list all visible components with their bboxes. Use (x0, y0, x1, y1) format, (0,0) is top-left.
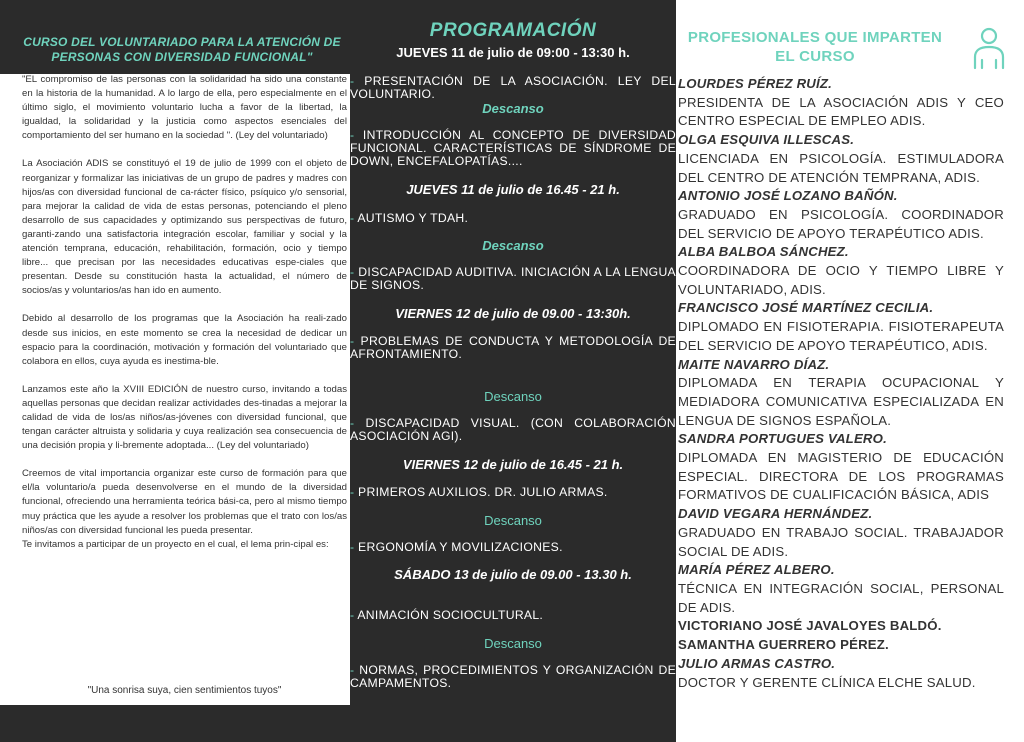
dash: - (350, 608, 355, 622)
professional-role: LICENCIADA EN PSICOLOGÍA. ESTIMULADORA DEL CENTRO DE ATENCIÓN TEMPRANA, ADIS. (678, 150, 1004, 185)
dash: - (350, 128, 355, 142)
program-item: - ANIMACIÓN SOCIOCULTURAL. (350, 608, 544, 622)
programacion-title: PROGRAMACIÓN (429, 20, 597, 41)
people-group-icon (956, 24, 1022, 72)
professional-role: GRADUADO EN PSICOLOGÍA. COORDINADOR DEL SERVICIO DE APOYO TERAPÉUTICO ADIS. (678, 206, 1004, 241)
professional-name: SAMANTHA GUERRERO PÉREZ. (678, 637, 889, 653)
session-heading: VIERNES 12 de julio de 09.00 - 13:30h. (395, 306, 631, 321)
professional-name: MARÍA PÉREZ ALBERO. (678, 562, 835, 578)
break-label: Descanso (484, 389, 542, 404)
professional-name: LOURDES PÉREZ RUÍZ. (678, 76, 833, 91)
program-item: - INTRODUCCIÓN AL CONCEPTO DE DIVERSIDAD FUNCIONAL. CARACTERÍSTICAS DE SÍNDROME DE DOWN, ENCEFALOPATÍAS.... (350, 128, 676, 168)
dash: - (350, 211, 355, 225)
professional-name: FRANCISCO JOSÉ MARTÍNEZ CECILIA. (678, 300, 934, 316)
intro-paragraph: La Asociación ADIS se constituyó el 19 de julio de 1999 con el objeto de reorganizar y formalizar las iniciativas de un grupo de padres y madres con hijos/as con diversidad funcional de ca-rácter físico, psíquico y/o sensorial, para mejorar la calidad de vida de estas personas, potenciando el pleno desarrollo de sus capacidades y optimizando sus perspectivas de futuro, garanti-zando una satisfactoria integración escolar, familiar y social y la atención temprana, educación, rehabilitación, formación, ocio y tiempo libre... que precisan por las necesidades educativas espe-ciales que presentan. Desde su constitución hasta la actualidad, el número de socios/as y voluntarios/as han ido en aumento. (22, 158, 347, 297)
profesionales-title: PROFESIONALES QUE IMPARTEN EL CURSO (687, 29, 943, 65)
course-title: CURSO DEL VOLUNTARIADO PARA LA ATENCIÓN DE PERSONAS CON DIVERSIDAD FUNCIONAL" (23, 35, 341, 64)
professional-name: SANDRA PORTUGUES VALERO. (678, 431, 887, 447)
dash: - (350, 334, 355, 348)
professional-role: GRADUADO EN TRABAJO SOCIAL. TRABAJADOR SOCIAL DE ADIS. (678, 524, 1004, 559)
program-item: - PRESENTACIÓN DE LA ASOCIACIÓN. LEY DEL VOLUNTARIO. (350, 74, 677, 101)
break-label: Descanso (484, 513, 542, 528)
break-label: Descanso (482, 101, 544, 116)
professional-role: COORDINADORA DE OCIO Y TIEMPO LIBRE Y VOLUNTARIADO, ADIS. (678, 263, 1004, 297)
intro-paragraph: "EL compromiso de las personas con la solidaridad ha sido una constante en la historia de la humanidad. A lo largo de ella, pero especialmente en el último siglo, el movimiento voluntario lucha a favor de la libertad, la igualdad, la solidaridad y la justicia como aspectos esenciales del comportamiento del ser humano en la sociedad ". (Ley del voluntariado) (22, 74, 347, 142)
professional-name: ALBA BALBOA SÁNCHEZ. (678, 244, 849, 260)
dash: - (350, 416, 355, 430)
session-heading: SÁBADO 13 de julio de 09.00 - 13.30 h. (394, 567, 632, 582)
motto: "Una sonrisa suya, cien sentimientos tuyos" (87, 685, 282, 696)
program-item: - AUTISMO Y TDAH. (350, 211, 469, 225)
profesionales-list (678, 75, 1004, 692)
session-heading: JUEVES 11 de julio de 16.45 - 21 h. (406, 182, 620, 197)
dash: - (350, 74, 355, 88)
session-heading: VIERNES 12 de julio de 16.45 - 21 h. (402, 457, 624, 472)
intro-paragraph: Creemos de vital importancia organizar este curso de formación para que el/la voluntario/a pueda desenvolverse en el mundo de la diversidad funcional, ofreciendo una herramienta teórica bási-ca, pero al mismo tiempo muy práctica que les ayude a resolver los problemas que el trato con los/as niños/as con diversidad funcional les pueda presentar. (22, 468, 347, 536)
session-heading: JUEVES 11 de julio de 09:00 - 13:30 h. (396, 45, 630, 60)
program-item: - DISCAPACIDAD AUDITIVA. INICIACIÓN A LA LENGUA DE SIGNOS. (350, 265, 676, 292)
program-item: - NORMAS, PROCEDIMIENTOS Y ORGANIZACIÓN DE CAMPAMENTOS. (350, 663, 677, 690)
program-item: - ERGONOMÍA Y MOVILIZACIONES. (350, 540, 563, 554)
professional-name: MAITE NAVARRO DÍAZ. (678, 356, 830, 372)
professional-role: DOCTOR Y GERENTE CLÍNICA ELCHE SALUD. (678, 674, 976, 690)
intro-paragraph: Lanzamos este año la XVIII EDICIÓN de nuestro curso, invitando a todas aquellas personas que decidan realizar actividades des-tinadas a mejorar la calidad de vida de los/as niños/as-jóvenes con diversidad funcional, que tengan carácter altruista y solidaria y cuya realización sea consecuencia de una decisión propia y li-bremente adoptada... (Ley del voluntariado) (22, 383, 347, 452)
professional-role: TÉCNICA EN INTEGRACIÓN SOCIAL, PERSONAL DE ADIS. (678, 580, 1004, 615)
dash: - (350, 485, 355, 499)
professional-role: DIPLOMADA EN MAGISTERIO DE EDUCACIÓN ESPECIAL. DIRECTORA DE LOS PROGRAMAS FORMATIVOS DE CUALIFICACIÓN BÁSICA, ADIS (678, 450, 1004, 503)
program-item: - DISCAPACIDAD VISUAL. (CON COLABORACIÓN ASOCIACIÓN AGI). (350, 416, 677, 443)
left-footer-band (0, 705, 350, 742)
dash: - (350, 663, 355, 677)
professional-name: OLGA ESQUIVA ILLESCAS. (678, 132, 855, 148)
professional-role: DIPLOMADA EN TERAPIA OCUPACIONAL Y MEDIADORA COMUNICATIVA ESPECIALIZADA EN LENGUA DE SIGNOS ESPAÑOLA. (678, 375, 1004, 428)
professional-role: PRESIDENTA DE LA ASOCIACIÓN ADIS Y CEO CENTRO ESPECIAL DE EMPLEO ADIS. (678, 94, 1004, 129)
professional-name: DAVID VEGARA HERNÁNDEZ. (678, 506, 873, 522)
intro-paragraph: Debido al desarrollo de los programas que la Asociación ha reali-zado desde sus inicios, en este momento se crea la necesidad de dedicar un espacio para la coordinación, motivación y formación del voluntariado que colabora en ellos, cuya ayuda es inestima-ble. (22, 313, 347, 367)
intro-paragraph: Te invitamos a participar de un proyecto en el cual, el lema prin-cipal es: (22, 538, 329, 550)
professional-name: JULIO ARMAS CASTRO. (678, 655, 836, 671)
program-item: - PRIMEROS AUXILIOS. DR. JULIO ARMAS. (350, 485, 608, 499)
professional-name: ANTONIO JOSÉ LOZANO BAÑÓN. (678, 188, 898, 204)
dash: - (350, 265, 355, 279)
professional-name: VICTORIANO JOSÉ JAVALOYES BALDÓ. (678, 618, 942, 634)
intro-text (22, 73, 347, 552)
programacion-panel (350, 0, 676, 742)
program-item: - PROBLEMAS DE CONDUCTA Y METODOLOGÍA DE AFRONTAMIENTO. (350, 334, 676, 361)
break-label: Descanso (484, 636, 542, 651)
break-label: Descanso (482, 238, 544, 253)
professional-role: DIPLOMADO EN FISIOTERAPIA. FISIOTERAPEUTA DEL SERVICIO DE APOYO TERAPÉUTICO, ADIS. (678, 319, 1004, 353)
dash: - (350, 540, 355, 554)
